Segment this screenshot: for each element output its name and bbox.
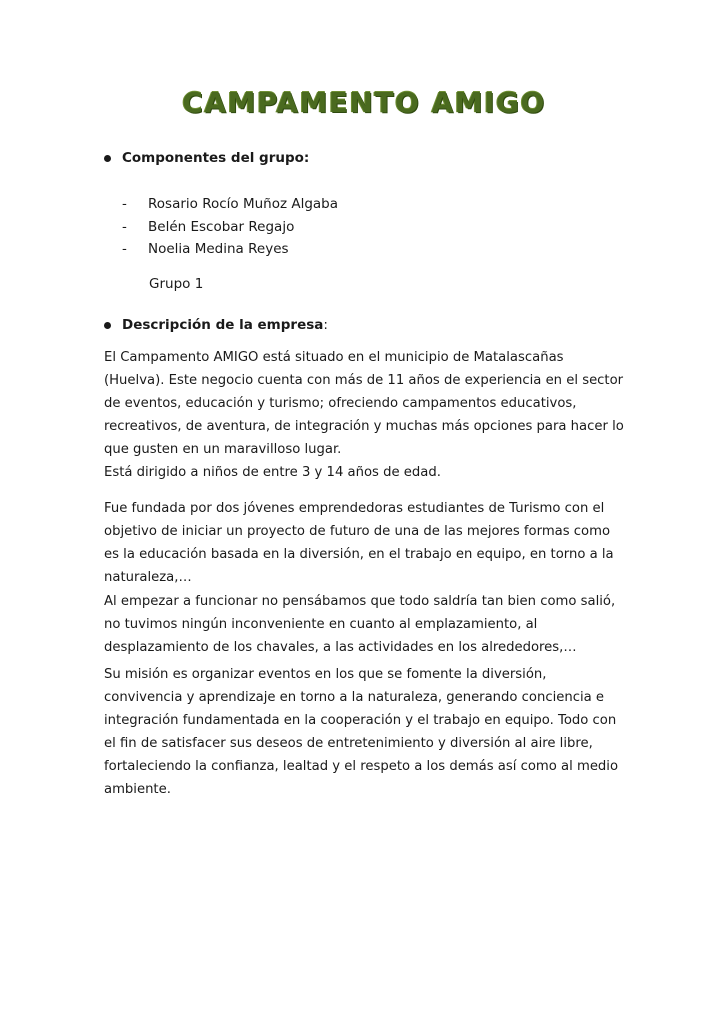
paragraph-founding: Fue fundada por dos jóvenes emprendedoras estudiantes de Turismo con el objetivo de iniciar un proyecto de futuro de una de las mejores formas como es la educación basada en la diversión, en el trabajo en equipo, en torno a la naturaleza,… [104,501,614,585]
list-item [122,238,338,261]
dash-marker: - [122,218,127,235]
description-heading: Descripción de la empresa [122,317,324,333]
dash-marker: - [122,241,127,257]
list-item [122,193,338,216]
description-heading-colon: : [323,317,328,333]
bullet-components [104,150,309,166]
paragraph-start: Al empezar a funcionar no pensábamos que todo saldría tan bien como salió, no tuvimos ningún inconveniente en cuanto al emplazamiento, al desplazamiento de los chavales, a las actividades en los alrededores,… [104,594,616,655]
components-heading: Componentes del grupo: [122,150,310,166]
document-title: CAMPAMENTO AMIGO [182,86,546,119]
paragraph-location: El Campamento AMIGO está situado en el municipio de Matalascañas (Huelva). Este negocio cuenta con más de 11 años de experiencia en el sector de eventos, educación y turismo; ofreciendo campamentos educativos, recreativos, de aventura, de integración y muchas más opciones para hacer lo que gusten en un maravilloso lugar. [104,350,624,457]
bullet-description [104,317,328,333]
group-label: Grupo 1 [149,276,204,292]
paragraph-audience: Está dirigido a niños de entre 3 y 14 años de edad. [104,465,441,480]
members-list [122,193,338,261]
dash-marker: - [122,196,127,212]
bullet-icon [104,155,111,162]
bullet-icon [104,322,111,329]
member-name: Belén Escobar Regajo [148,218,295,235]
list-item [122,216,338,239]
member-name: Noelia Medina Reyes [148,241,289,257]
paragraph-mission: Su misión es organizar eventos en los que se fomente la diversión, convivencia y aprendizaje en torno a la naturaleza, generando conciencia e integración fundamentada en la cooperación y el trabajo en equipo. Todo con el fin de satisfacer sus deseos de entretenimiento y diversión al aire libre, fortaleciendo la confianza, lealtad y el respeto a los demás así como al medio ambiente. [104,667,619,797]
member-name: Rosario Rocío Muñoz Algaba [148,196,339,212]
